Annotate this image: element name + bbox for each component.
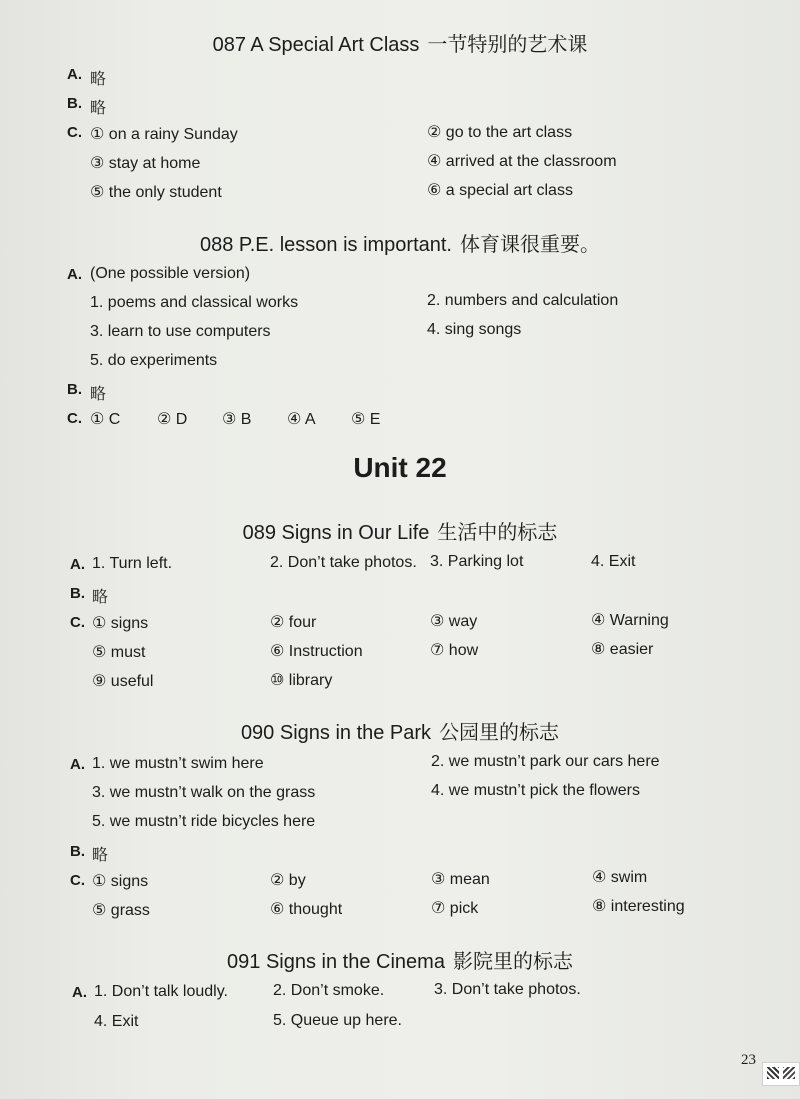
unit-title: Unit 22 [353, 452, 447, 483]
s089-c-item: ⑧ easier [591, 641, 654, 658]
s087-c-item: ⑤ the only student [90, 184, 222, 201]
s088-c-label: C. [67, 410, 82, 427]
s087-c-item: ③ stay at home [90, 155, 201, 172]
s089-a-label: A. [70, 556, 85, 573]
s088-b-label: B. [67, 381, 82, 398]
s088-c-item: ② D [157, 411, 188, 428]
s091-a-item: 2. Don’t smoke. [273, 982, 385, 999]
s091-a-item: 5. Queue up here. [273, 1012, 402, 1029]
s090-c-label: C. [70, 872, 85, 889]
s089-c-item: ⑤ must [92, 644, 146, 661]
s091-a-item: 4. Exit [94, 1013, 139, 1030]
s090-c-item: ③ mean [431, 871, 490, 888]
s090-c-item: ⑧ interesting [592, 898, 685, 915]
s091-a-label: A. [72, 984, 87, 1001]
s089-c-label: C. [70, 614, 85, 631]
s090-c-item: ⑦ pick [431, 900, 479, 917]
s090-a-item: 3. we mustn’t walk on the grass [92, 784, 316, 801]
s089-b-text: 略 [92, 589, 109, 606]
section-088-title: 088 P.E. lesson is important. 体育课很重要。 [200, 234, 600, 256]
s087-b-text: 略 [90, 100, 107, 117]
s090-a-item: 4. we mustn’t pick the flowers [431, 782, 640, 799]
s088-c-item: ① C [90, 411, 121, 428]
s088-a-item: 1. poems and classical works [90, 294, 299, 311]
s089-a-item: 3. Parking lot [430, 553, 524, 570]
s088-b-text: 略 [90, 386, 107, 403]
s087-c-item: ① on a rainy Sunday [90, 126, 238, 143]
section-090-title: 090 Signs in the Park 公园里的标志 [240, 722, 560, 744]
s091-a-item: 1. Don’t talk loudly. [94, 983, 228, 1000]
s089-a-item: 1. Turn left. [92, 555, 173, 572]
s089-c-item: ⑦ how [430, 642, 479, 659]
s089-c-item: ⑨ useful [92, 673, 154, 690]
s088-a-item: 3. learn to use computers [90, 323, 271, 340]
s089-c-item: ⑩ library [270, 672, 333, 689]
s091-a-item: 3. Don’t take photos. [434, 981, 581, 998]
s088-a-note: (One possible version) [90, 265, 251, 282]
s087-c-item: ⑥ a special art class [427, 182, 573, 199]
s089-a-item: 4. Exit [591, 553, 636, 570]
s088-a-item: 5. do experiments [90, 352, 218, 369]
s090-c-item: ⑥ thought [270, 901, 343, 918]
qr-code-icon [762, 1062, 800, 1086]
s089-a-item: 2. Don’t take photos. [270, 554, 417, 571]
s088-a-item: 4. sing songs [427, 321, 522, 338]
s090-c-item: ① signs [92, 873, 149, 890]
s090-b-label: B. [70, 843, 85, 860]
section-087-title: 087 A Special Art Class 一节特别的艺术课 [212, 34, 588, 56]
s088-c-item: ④ A [287, 411, 316, 428]
section-091-title: 091 Signs in the Cinema 影院里的标志 [227, 951, 573, 973]
s089-c-item: ① signs [92, 615, 149, 632]
s090-a-item: 2. we mustn’t park our cars here [431, 753, 660, 770]
s087-a-text: 略 [90, 71, 107, 88]
s089-c-item: ③ way [430, 613, 478, 630]
s089-c-item: ⑥ Instruction [270, 643, 363, 660]
s088-a-item: 2. numbers and calculation [427, 292, 619, 309]
s090-a-item: 5. we mustn’t ride bicycles here [92, 813, 316, 830]
s089-c-item: ② four [270, 614, 317, 631]
s090-a-item: 1. we mustn’t swim here [92, 755, 264, 772]
s087-c-item: ④ arrived at the classroom [427, 153, 617, 170]
s088-c-item: ③ B [222, 411, 252, 428]
s090-a-label: A. [70, 756, 85, 773]
s087-a-label: A. [67, 66, 82, 83]
page-number: 23 [741, 1052, 756, 1068]
s087-c-label: C. [67, 124, 82, 141]
section-089-title: 089 Signs in Our Life 生活中的标志 [242, 522, 558, 544]
s090-c-item: ⑤ grass [92, 902, 150, 919]
s087-b-label: B. [67, 95, 82, 112]
s090-b-text: 略 [92, 847, 109, 864]
s090-c-item: ④ swim [592, 869, 648, 886]
s090-c-item: ② by [270, 872, 306, 889]
s088-c-item: ⑤ E [351, 411, 381, 428]
s088-a-label: A. [67, 266, 82, 283]
s089-b-label: B. [70, 585, 85, 602]
s087-c-item: ② go to the art class [427, 124, 573, 141]
s089-c-item: ④ Warning [591, 612, 669, 629]
